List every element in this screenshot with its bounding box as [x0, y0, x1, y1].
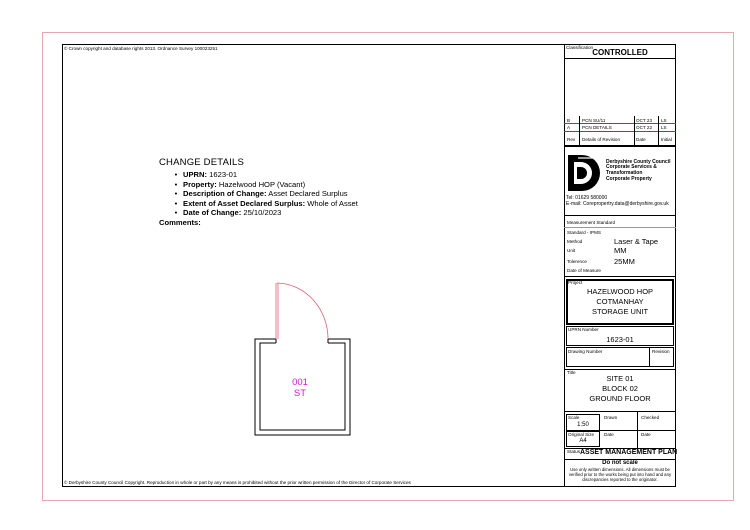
revision-initial: LS	[661, 118, 667, 123]
title-label: Title	[567, 370, 576, 375]
unit-label: Unit	[567, 248, 576, 253]
column-divider	[658, 116, 659, 146]
org-name: Derbyshire County Council Corporate Services & Transformation Corporate Property	[606, 159, 671, 183]
classification-label: Classification	[566, 45, 594, 50]
comments-label: Comments:	[159, 217, 201, 227]
original-size-label: Original Size	[568, 432, 595, 437]
copyright-symbol: ©	[64, 46, 68, 51]
room-label	[280, 377, 320, 399]
floor-plan	[240, 275, 360, 440]
bullet-icon: •	[174, 179, 178, 189]
column-divider	[637, 412, 638, 430]
method-label: Method	[567, 239, 583, 244]
divider	[564, 58, 676, 59]
classification-value: CONTROLLED	[592, 48, 648, 57]
do-not-scale: Do not scale	[602, 460, 638, 466]
uprn-value: 1623-01	[606, 335, 634, 344]
uprn-label: UPRN Number	[568, 327, 599, 332]
revision-date: OCT 22	[636, 125, 652, 130]
date-of-measure-label: Date of Measure	[567, 268, 601, 273]
divider	[564, 145, 676, 147]
divider	[564, 227, 676, 228]
project-name: HAZELWOOD HOP COTMANHAY STORAGE UNIT	[586, 287, 654, 316]
list-item: • UPRN: 1623-01	[159, 170, 459, 180]
project-label: Project	[568, 280, 583, 285]
change-details-title: CHANGE DETAILS	[159, 157, 244, 168]
unit-value: MM	[614, 246, 627, 255]
door-swing	[276, 283, 328, 339]
revision-details: PCN DETAILS	[582, 125, 612, 130]
initial-header: Initial	[661, 137, 672, 142]
copyright-symbol: ©	[64, 480, 68, 485]
scale-value: 1:50	[577, 422, 589, 428]
org-contact: Tel: 01629 580000 E-mail: Corepropertry.data@derbyshire.gov.uk	[566, 195, 669, 207]
change-details-list	[159, 170, 459, 228]
date-label: Date	[641, 432, 651, 437]
checked-label: Checked	[641, 415, 660, 420]
disclaimer: Use only written dimensions. All dimensions must be verified prior to the works being put into hand and any discrepancies reported to the originator.	[568, 467, 672, 482]
change-details	[159, 157, 459, 228]
status-label: Status	[567, 449, 581, 454]
revision-label: Revision	[652, 349, 670, 354]
date-label: Date	[604, 432, 614, 437]
revision-divider	[564, 131, 676, 132]
revision-rev: A	[567, 125, 571, 130]
status-value: ASSET MANAGEMENT PLAN	[580, 449, 678, 456]
list-item: • Extent of Asset Declared Surplus: Whole of Asset	[159, 199, 459, 209]
list-item: • Description of Change: Asset Declared Surplus	[159, 189, 459, 199]
date-header: Date	[636, 137, 646, 142]
list-item: • Property: Hazelwood HOP (Vacant)	[159, 180, 459, 190]
list-item: • Date of Change: 25/10/2023	[159, 208, 459, 218]
bullet-icon: •	[174, 189, 178, 199]
tolerance-value: 25MM	[614, 257, 635, 266]
room-number: 001	[292, 377, 308, 388]
revision-row: B	[567, 118, 571, 123]
tolerance-label: Tolerence	[567, 259, 587, 264]
dcc-logo-icon	[566, 153, 602, 193]
drawing-number-label: Drawing Number	[568, 349, 603, 354]
column-divider	[637, 430, 638, 448]
revision-initial: LS	[661, 125, 667, 130]
details-header: Details of Revision	[582, 137, 621, 142]
drawn-label: Drawn	[604, 415, 618, 420]
original-size-value: A4	[579, 438, 587, 444]
divider	[564, 215, 676, 216]
revision-details: PCN SU/11	[582, 118, 606, 123]
drawing-title: SITE 01 BLOCK 02 GROUND FLOOR	[589, 374, 651, 403]
copyright-bottom: © Derbyshire County Council Copyright. Reproduction in whole or part by any means is prohibited without the prior written permission of the Director of Corporate Services	[64, 480, 411, 485]
column-divider	[579, 116, 580, 146]
column-divider	[649, 347, 650, 367]
copyright-top: © Crown copyright and database rights 2013. Ordnance Survey 100023251	[64, 46, 218, 51]
divider	[600, 430, 676, 431]
measurement-heading: Measurement Standard	[567, 220, 616, 225]
bullet-icon: •	[174, 170, 178, 179]
scale-label: Scale	[568, 415, 580, 420]
method-value: Laser & Tape	[614, 237, 659, 246]
divider	[564, 411, 676, 412]
revision-divider	[564, 123, 676, 124]
bullet-icon: •	[174, 198, 178, 208]
measurement-standard: Standard - IPMS	[567, 230, 601, 235]
divider	[564, 276, 676, 277]
rev-header: Rev	[567, 137, 576, 142]
bullet-icon: •	[174, 208, 178, 218]
room-code: ST	[293, 388, 307, 399]
column-divider	[634, 116, 635, 146]
revision-date: OCT 23	[636, 118, 652, 123]
divider	[564, 369, 676, 370]
